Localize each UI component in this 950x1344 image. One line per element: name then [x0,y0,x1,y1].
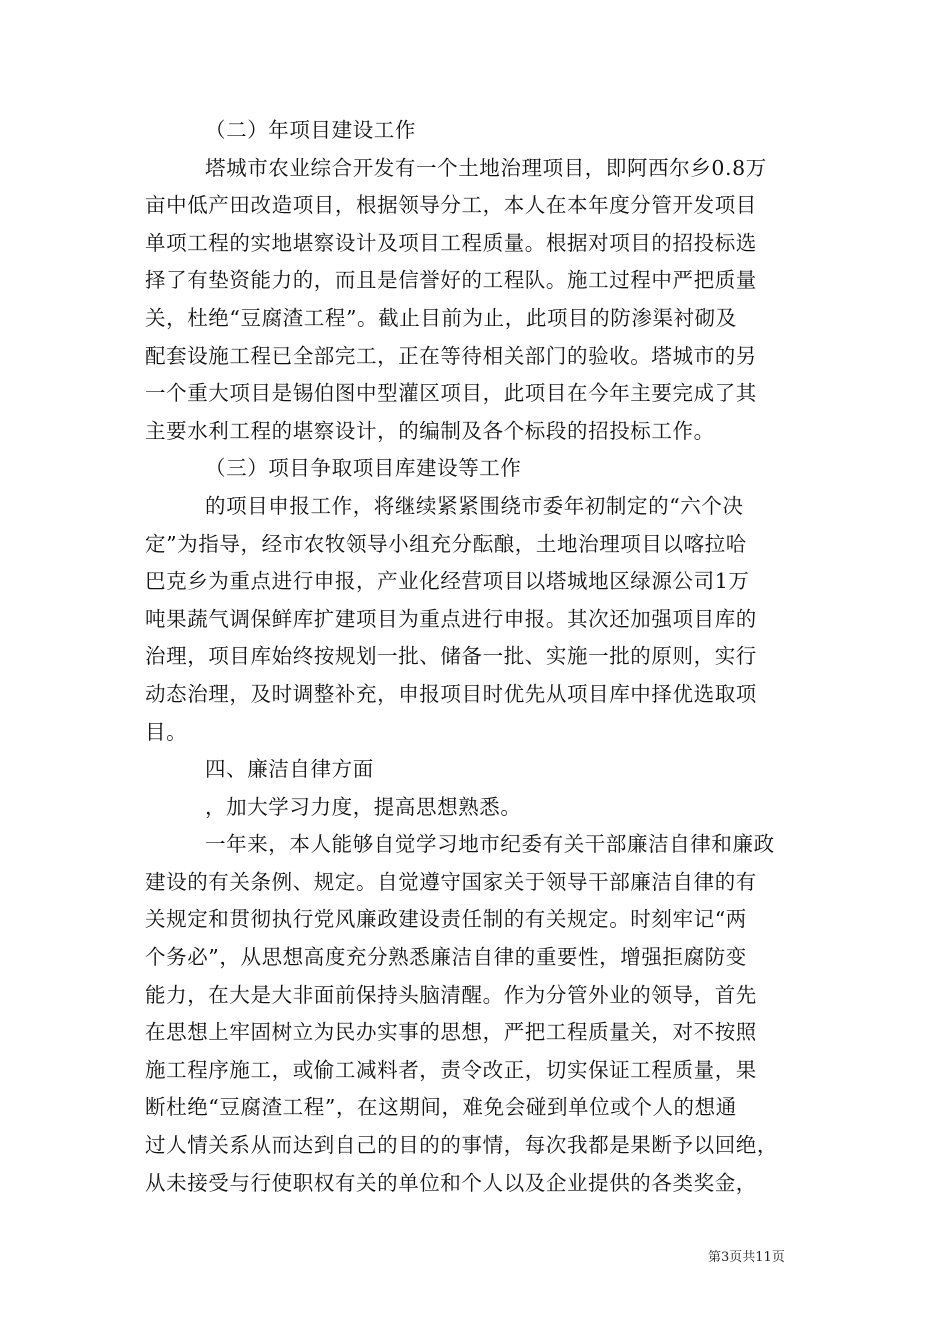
paragraph-line: 施工程序施工，或偷工减料者，责令改正，切实保证工程质量，果 [145,1057,757,1082]
paragraph-line: 一年来，本人能够自觉学习地市纪委有关干部廉洁自律和廉政 [205,832,775,857]
paragraph-line: 关，杜绝“豆腐渣工程”。截止目前为止，此项目的防渗渠衬砌及 [145,305,737,330]
paragraph-line: 断杜绝“豆腐渣工程”，在这期间，难免会碰到单位或个人的想通 [145,1095,737,1120]
page-number: 第3页共11页 [708,1250,785,1265]
paragraph-line: 定”为指导，经市农牧领导小组充分酝酿，土地治理项目以喀拉哈 [145,531,747,556]
paragraph-line: 关规定和贯彻执行党风廉政建设责任制的有关规定。时刻牢记“两 [145,907,747,932]
paragraph-line: 择了有垫资能力的，而且是信誉好的工程队。施工过程中严把质量 [145,268,757,293]
paragraph-line: 四、廉洁自律方面 [205,757,374,782]
paragraph-line: 一个重大项目是锡伯图中型灌区项目，此项目在今年主要完成了其 [145,381,757,406]
paragraph-line: 巴克乡为重点进行申报，产业化经营项目以塔城地区绿源公司1万 [145,569,750,594]
paragraph-line: 从未接受与行使职权有关的单位和个人以及企业提供的各类奖金， [145,1170,757,1195]
paragraph-line: 动态治理，及时调整补充，申报项目时优先从项目库中择优选取项 [145,681,757,706]
section-heading: （三）项目争取项目库建设等工作 [205,456,522,481]
section-heading: （二）年项目建设工作 [205,118,416,142]
paragraph-line: 个务必”，从思想高度充分熟悉廉洁自律的重要性，增强拒腐防变 [145,945,747,970]
paragraph-line: 主要水利工程的堪察设计，的编制及各个标段的招投标工作。 [145,418,715,443]
paragraph-line: ，加大学习力度，提高思想熟悉。 [205,794,522,819]
document-body [145,112,809,1202]
paragraph-line: 能力，在大是大非面前保持头脑清醒。作为分管外业的领导，首先 [145,982,757,1007]
paragraph-line: 目。 [145,719,188,744]
paragraph-line: 的项目申报工作，将继续紧紧围绕市委年初制定的“六个决 [205,493,744,518]
paragraph-line: 治理，项目库始终按规划一批、储备一批、实施一批的原则，实行 [145,644,757,669]
paragraph-line: 吨果蔬气调保鲜库扩建项目为重点进行申报。其次还加强项目库的 [145,606,757,631]
paragraph-line: 建设的有关条例、规定。自觉遵守国家关于领导干部廉洁自律的有 [145,869,757,894]
paragraph-line: 塔城市农业综合开发有一个土地治理项目，即阿西尔乡0.8万 [205,155,767,180]
paragraph-line: 过人情关系从而达到自己的目的的事情，每次我都是果断予以回绝， [145,1133,778,1158]
paragraph-line: 配套设施工程已全部完工，正在等待相关部门的验收。塔城市的另 [145,343,757,368]
paragraph-line: 在思想上牢固树立为民办实事的思想，严把工程质量关，对不按照 [145,1020,757,1045]
paragraph-line: 单项工程的实地堪察设计及项目工程质量。根据对项目的招投标选 [145,230,757,255]
paragraph-line: 亩中低产田改造项目，根据领导分工，本人在本年度分管开发项目 [145,193,757,218]
